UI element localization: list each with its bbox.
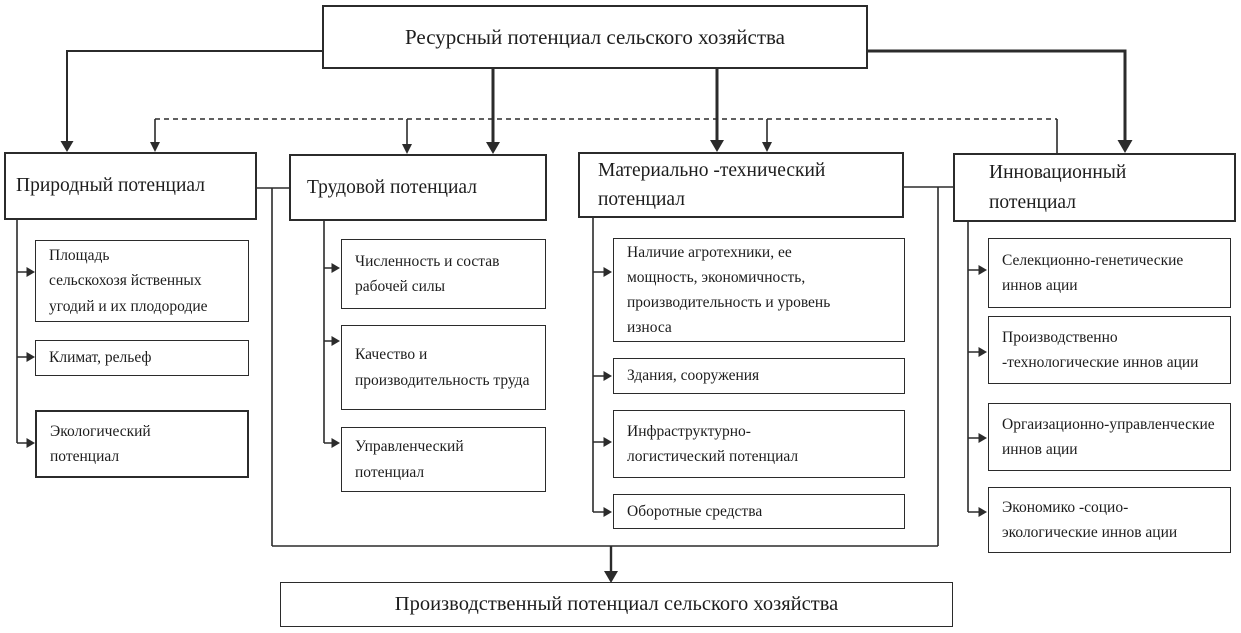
innovation-potential-header: Инновационный потенциал (953, 153, 1236, 222)
labor-sub-item-management: Управленческий потенциал (341, 427, 546, 492)
material-sub-item-buildings: Здания, сооружения (613, 358, 905, 394)
labor-sub-item-productivity: Качество и производительность труда (341, 325, 546, 410)
link-natural-labor-drop (257, 188, 289, 546)
sub-item-label: Инфраструктурно-логистический потенциал (627, 422, 799, 465)
link-material-innovation-drop (903, 187, 953, 546)
natural-potential-header: Природный потенциал (4, 152, 257, 220)
material-sub-item-agrotech: Наличие агротехники, ее мощность, экономичность, производительность и уровень износа (613, 238, 905, 342)
title-box: Ресурсный потенциал сельского хозяйства (322, 5, 868, 69)
arrow-title-to-innovation (866, 51, 1133, 153)
innovation-sub-item-production-tech: Производственно -технологические иннов ации (988, 316, 1231, 384)
labor-potential-header: Трудовой потенциал (289, 154, 547, 221)
arrow-title-to-material (710, 69, 724, 152)
footer-box: Производственный потенциал сельского хозяйства (280, 582, 953, 627)
innovation-sub-item-selection-genetic: Селекционно-генетические иннов ации (988, 238, 1231, 308)
natural-sub-item-ecological: Экологический потенциал (35, 410, 249, 478)
material-technical-potential-header: Материально -технический потенциал (578, 152, 904, 218)
arrow-title-to-natural (61, 51, 323, 152)
labor-sub-item-workforce: Численность и состав рабочей силы (341, 239, 546, 309)
material-spine-arrows (593, 218, 612, 517)
natural-sub-item-land-area: Площадь сельскохозя йственных угодий и их плодородие (35, 240, 249, 322)
labor-spine-arrows (324, 221, 340, 448)
arrow-collector-to-footer (604, 546, 618, 583)
innovation-sub-item-economic-socio-eco: Экономико -социо-экологические иннов ации (988, 487, 1231, 553)
innovation-sub-item-organizational: Оргаизационно-управленческие иннов ации (988, 403, 1231, 471)
material-sub-item-working-capital: Оборотные средства (613, 494, 905, 529)
dashed-coordination-line (150, 119, 1057, 154)
innovation-spine-arrows (968, 222, 987, 517)
arrow-title-to-labor (486, 69, 500, 154)
natural-sub-item-climate: Климат, рельеф (35, 340, 249, 376)
natural-spine-arrows (17, 220, 35, 448)
material-sub-item-infrastructure (613, 410, 905, 478)
